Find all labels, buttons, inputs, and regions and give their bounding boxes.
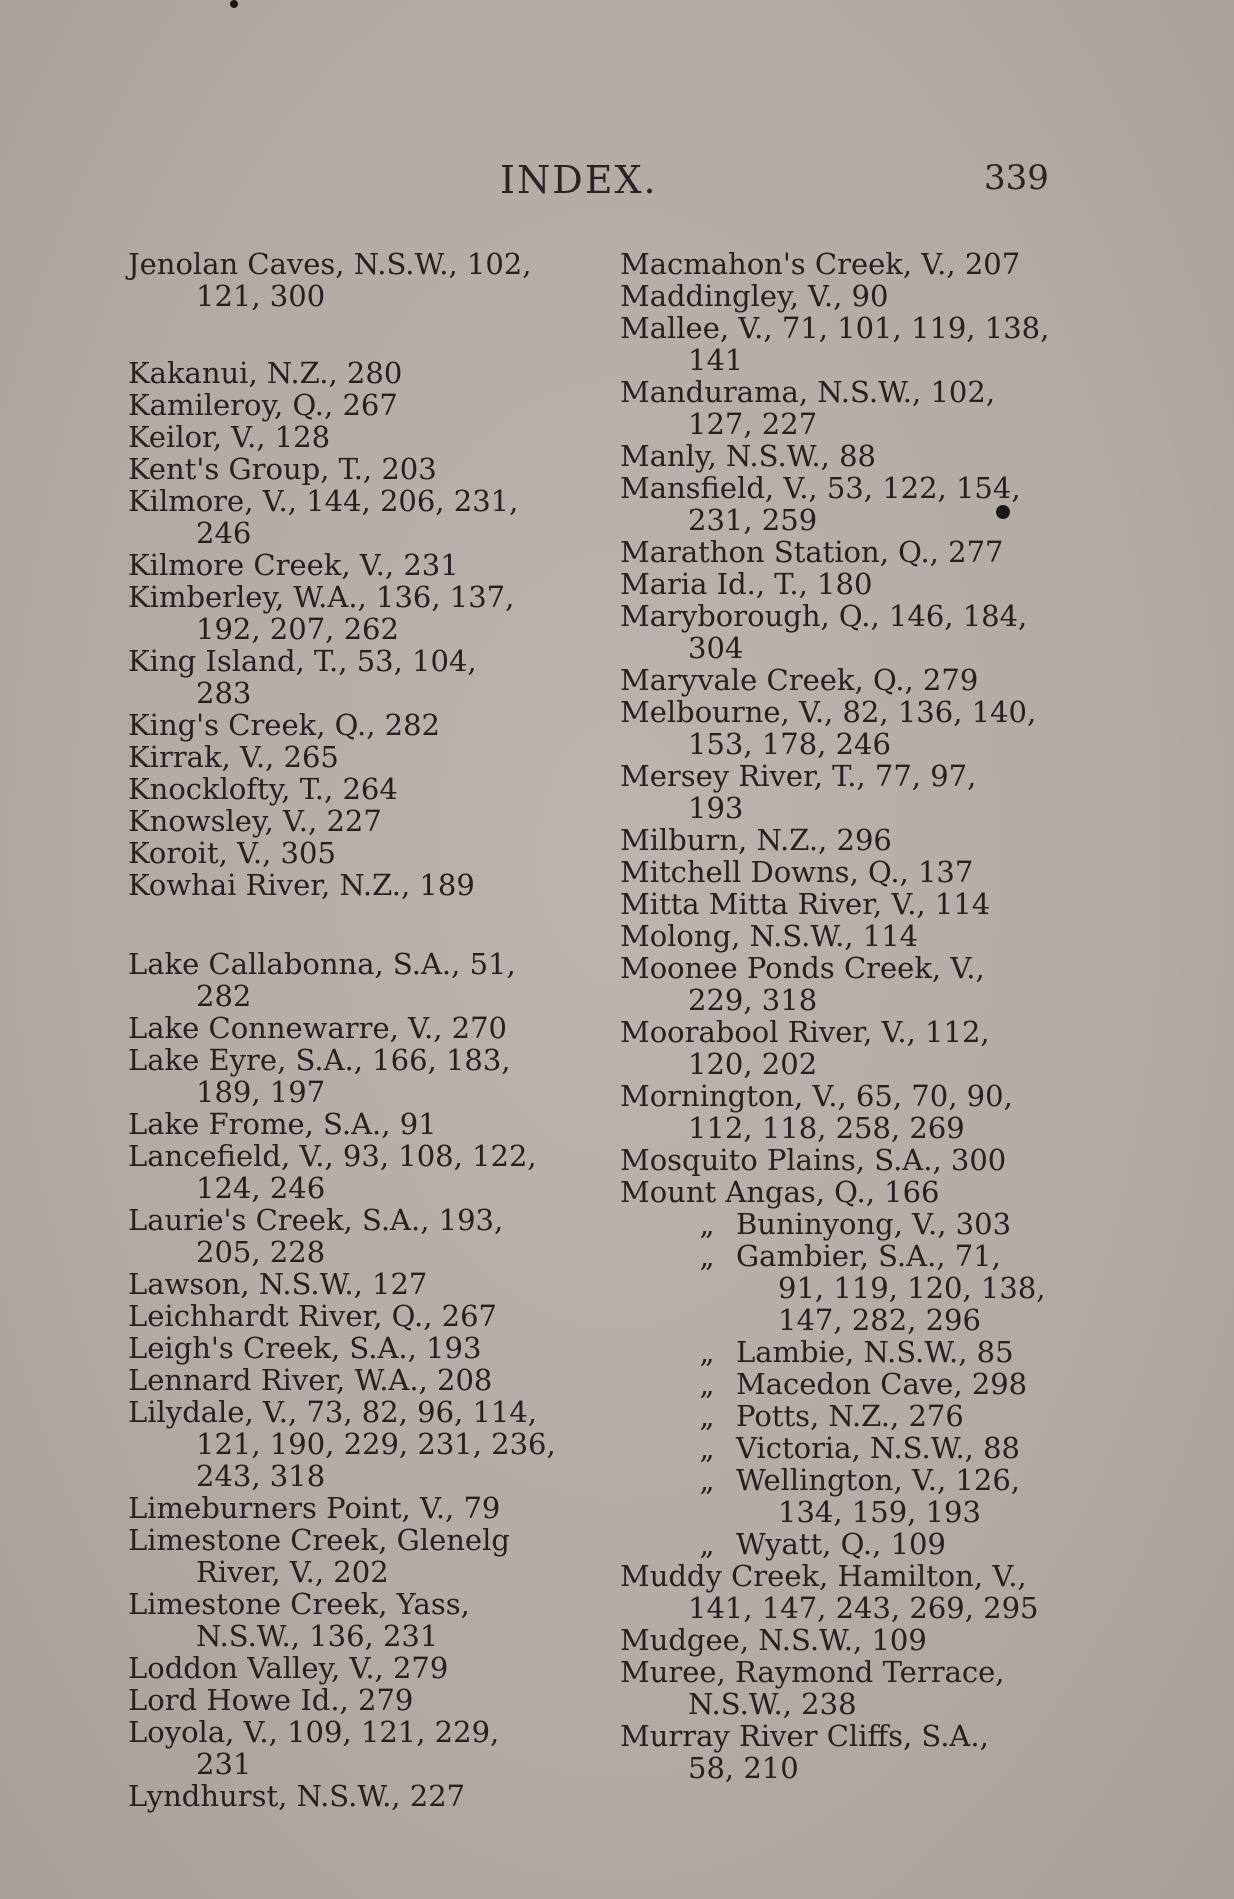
index-entry: Knowsley, V., 227 xyxy=(128,804,382,838)
index-entry: Loddon Valley, V., 279 xyxy=(128,1651,449,1685)
index-entry-continuation: 153, 178, 246 xyxy=(688,727,891,761)
index-entry-continuation: 141 xyxy=(688,343,744,377)
index-subentry-text: Buninyong, V., 303 xyxy=(736,1207,1012,1241)
index-entry-continuation: 231 xyxy=(196,1747,252,1781)
index-entry: Lancefield, V., 93, 108, 122, xyxy=(128,1139,537,1173)
index-entry: Muddy Creek, Hamilton, V., xyxy=(620,1559,1027,1593)
index-subentry-text: Macedon Cave, 298 xyxy=(736,1367,1028,1401)
index-entry: Maddingley, V., 90 xyxy=(620,279,889,313)
index-subentry-text: Potts, N.Z., 276 xyxy=(736,1399,964,1433)
index-entry: Mornington, V., 65, 70, 90, xyxy=(620,1079,1013,1113)
ditto-mark: „ xyxy=(699,1463,715,1497)
index-entry: Kimberley, W.A., 136, 137, xyxy=(128,580,515,614)
index-entry: Limestone Creek, Yass, xyxy=(128,1587,470,1621)
index-entry: Lennard River, W.A., 208 xyxy=(128,1363,493,1397)
index-entry-continuation: 231, 259 xyxy=(688,503,818,537)
index-subentry xyxy=(620,1400,964,1432)
index-entry: Loyola, V., 109, 121, 229, xyxy=(128,1715,500,1749)
index-subentry-text: Victoria, N.S.W., 88 xyxy=(736,1431,1021,1465)
index-entry-continuation: 121, 190, 229, 231, 236, xyxy=(196,1427,556,1461)
index-entry: Manly, N.S.W., 88 xyxy=(620,439,876,473)
index-entry: Kakanui, N.Z., 280 xyxy=(128,356,403,390)
index-entry: Limeburners Point, V., 79 xyxy=(128,1491,501,1525)
index-subentry xyxy=(620,1240,1001,1272)
index-entry: Kilmore, V., 144, 206, 231, xyxy=(128,484,519,518)
ditto-mark: „ xyxy=(699,1399,715,1433)
index-entry: Lyndhurst, N.S.W., 227 xyxy=(128,1779,466,1813)
index-entry: Leichhardt River, Q., 267 xyxy=(128,1299,497,1333)
index-entry-continuation: 134, 159, 193 xyxy=(778,1495,981,1529)
index-entry: Moonee Ponds Creek, V., xyxy=(620,951,985,985)
index-entry-continuation: 243, 318 xyxy=(196,1459,326,1493)
index-entry: Lilydale, V., 73, 82, 96, 114, xyxy=(128,1395,538,1429)
index-subentry xyxy=(620,1464,1020,1496)
index-entry: Lord Howe Id., 279 xyxy=(128,1683,414,1717)
index-entry: Kirrak, V., 265 xyxy=(128,740,339,774)
index-entry: Maria Id., T., 180 xyxy=(620,567,873,601)
index-entry: Lake Callabonna, S.A., 51, xyxy=(128,947,516,981)
index-entry-continuation: N.S.W., 136, 231 xyxy=(196,1619,439,1653)
index-entry: King Island, T., 53, 104, xyxy=(128,644,477,678)
index-entry: Mallee, V., 71, 101, 119, 138, xyxy=(620,311,1050,345)
index-entry: Maryborough, Q., 146, 184, xyxy=(620,599,1028,633)
index-subentry xyxy=(620,1368,1027,1400)
index-entry: Macmahon's Creek, V., 207 xyxy=(620,247,1021,281)
index-entry: Jenolan Caves, N.S.W., 102, xyxy=(128,247,532,281)
index-entry-continuation: 246 xyxy=(196,516,252,550)
index-entry-continuation: 229, 318 xyxy=(688,983,818,1017)
index-subentry xyxy=(620,1432,1020,1464)
index-entry-continuation: 283 xyxy=(196,676,252,710)
page-number: 339 xyxy=(984,158,1049,198)
index-entry-continuation: 193 xyxy=(688,791,744,825)
index-entry: Lake Frome, S.A., 91 xyxy=(128,1107,437,1141)
index-entry: Mount Angas, Q., 166 xyxy=(620,1175,940,1209)
index-entry: Lake Eyre, S.A., 166, 183, xyxy=(128,1043,511,1077)
index-entry: Leigh's Creek, S.A., 193 xyxy=(128,1331,482,1365)
index-entry-continuation: 120, 202 xyxy=(688,1047,818,1081)
index-entry: Knocklofty, T., 264 xyxy=(128,772,398,806)
index-entry: King's Creek, Q., 282 xyxy=(128,708,440,742)
ditto-mark: „ xyxy=(699,1239,715,1273)
index-entry: Lake Connewarre, V., 270 xyxy=(128,1011,507,1045)
index-entry-continuation: 58, 210 xyxy=(688,1751,799,1785)
ditto-mark: „ xyxy=(699,1335,715,1369)
index-entry: Kent's Group, T., 203 xyxy=(128,452,437,486)
index-entry: Mansfield, V., 53, 122, 154, xyxy=(620,471,1021,505)
index-entry: Kilmore Creek, V., 231 xyxy=(128,548,459,582)
index-entry: Keilor, V., 128 xyxy=(128,420,331,454)
index-entry: Moorabool River, V., 112, xyxy=(620,1015,990,1049)
index-entry-continuation: N.S.W., 238 xyxy=(688,1687,857,1721)
index-entry: Koroit, V., 305 xyxy=(128,836,336,870)
index-entry-continuation: 121, 300 xyxy=(196,279,326,313)
index-subentry-text: Lambie, N.S.W., 85 xyxy=(736,1335,1014,1369)
index-entry: Mosquito Plains, S.A., 300 xyxy=(620,1143,1007,1177)
index-subentry xyxy=(620,1208,1011,1240)
index-entry-continuation: 189, 197 xyxy=(196,1075,326,1109)
index-entry: Mitta Mitta River, V., 114 xyxy=(620,887,991,921)
index-entry: Mudgee, N.S.W., 109 xyxy=(620,1623,927,1657)
index-entry: Muree, Raymond Terrace, xyxy=(620,1655,1005,1689)
ink-spot xyxy=(996,505,1010,519)
index-entry-continuation: 205, 228 xyxy=(196,1235,326,1269)
index-subentry-text: Gambier, S.A., 71, xyxy=(736,1239,1001,1273)
index-entry: Mandurama, N.S.W., 102, xyxy=(620,375,996,409)
index-entry-continuation: 304 xyxy=(688,631,744,665)
ditto-mark: „ xyxy=(699,1367,715,1401)
index-entry-continuation: 147, 282, 296 xyxy=(778,1303,981,1337)
index-entry: Mitchell Downs, Q., 137 xyxy=(620,855,974,889)
ditto-mark: „ xyxy=(699,1431,715,1465)
index-entry: Milburn, N.Z., 296 xyxy=(620,823,892,857)
index-subentry-text: Wyatt, Q., 109 xyxy=(736,1527,946,1561)
index-entry-continuation: 282 xyxy=(196,979,252,1013)
page-title: INDEX. xyxy=(500,158,658,202)
index-entry: Kamileroy, Q., 267 xyxy=(128,388,398,422)
index-entry: Marathon Station, Q., 277 xyxy=(620,535,1004,569)
index-entry: Murray River Cliffs, S.A., xyxy=(620,1719,989,1753)
ditto-mark: „ xyxy=(699,1207,715,1241)
index-entry-continuation: 91, 119, 120, 138, xyxy=(778,1271,1046,1305)
index-entry-continuation: 192, 207, 262 xyxy=(196,612,399,646)
index-subentry xyxy=(620,1528,946,1560)
index-entry: Limestone Creek, Glenelg xyxy=(128,1523,510,1557)
index-entry-continuation: 127, 227 xyxy=(688,407,818,441)
index-entry-continuation: 124, 246 xyxy=(196,1171,326,1205)
index-entry: Laurie's Creek, S.A., 193, xyxy=(128,1203,504,1237)
index-entry: Molong, N.S.W., 114 xyxy=(620,919,919,953)
index-entry: Maryvale Creek, Q., 279 xyxy=(620,663,979,697)
index-entry-continuation: 112, 118, 258, 269 xyxy=(688,1111,965,1145)
ditto-mark: „ xyxy=(699,1527,715,1561)
index-entry: Lawson, N.S.W., 127 xyxy=(128,1267,428,1301)
index-entry: Kowhai River, N.Z., 189 xyxy=(128,868,475,902)
ink-spot xyxy=(230,0,238,8)
index-entry-continuation: River, V., 202 xyxy=(196,1555,389,1589)
index-subentry xyxy=(620,1336,1014,1368)
index-subentry-text: Wellington, V., 126, xyxy=(736,1463,1020,1497)
index-entry: Melbourne, V., 82, 136, 140, xyxy=(620,695,1037,729)
index-entry-continuation: 141, 147, 243, 269, 295 xyxy=(688,1591,1039,1625)
index-entry: Mersey River, T., 77, 97, xyxy=(620,759,977,793)
